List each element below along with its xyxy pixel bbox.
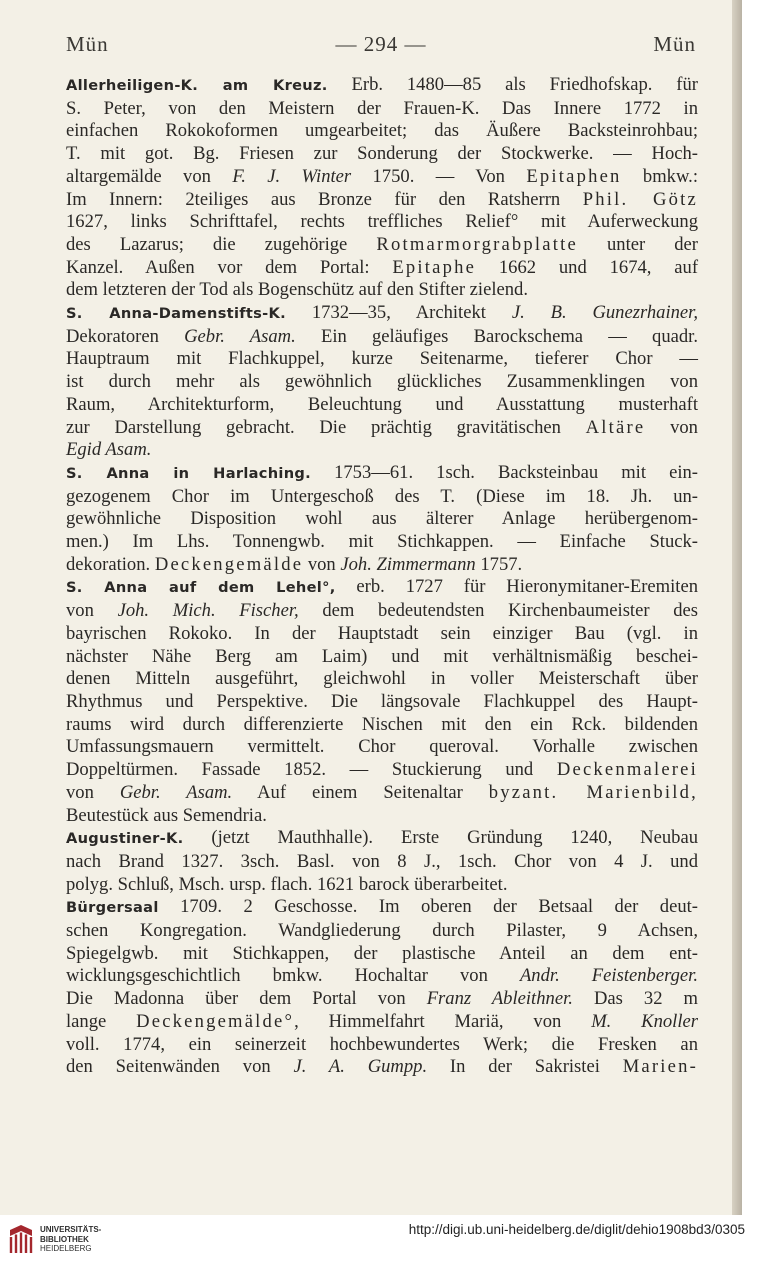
text-run: Beutestück aus Semendria. bbox=[66, 804, 267, 826]
text-line bbox=[66, 805, 698, 828]
text-run: dem bedeutendsten Kirchenbaumeister des bbox=[298, 600, 698, 622]
text-run: altargemälde von bbox=[66, 165, 233, 187]
text-run: Umfassungsmauern vermittelt. Chor queroval. Vorhalle zwischen bbox=[66, 736, 698, 758]
text-line bbox=[66, 302, 698, 326]
text-run: 1757. bbox=[475, 553, 523, 575]
text-line bbox=[66, 668, 698, 691]
text-run: unter der bbox=[577, 233, 699, 255]
text-run: In der Sakristei bbox=[427, 1056, 623, 1078]
permalink-url[interactable]: http://digi.ub.uni-heidelberg.de/diglit/dehio1908bd3/0305 bbox=[408, 1222, 745, 1237]
text-run: (jetzt Mauthhalle). Erste Gründung 1240, Neubau bbox=[183, 827, 698, 849]
text-line bbox=[66, 759, 698, 782]
name-italic: Joh. Zimmermann bbox=[340, 553, 476, 575]
entry-heading: S. Anna auf dem Lehel°, bbox=[66, 579, 336, 597]
spaced-text: byzant. Marienbild, bbox=[488, 781, 698, 803]
text-line bbox=[66, 691, 698, 714]
text-line bbox=[66, 257, 698, 280]
text-line bbox=[66, 1034, 698, 1057]
text-run: 1627, links Schrifttafel, rechts treffliches Relief° mit Auferweckung bbox=[66, 211, 698, 233]
text-run: gezogenem Chor im Untergeschoß des T. (Diese im 18. Jh. un- bbox=[66, 485, 698, 507]
text-run: lange bbox=[66, 1010, 137, 1032]
text-run: T. mit got. Bg. Friesen zur Sonderung der Stockwerke. — Hoch- bbox=[66, 143, 698, 165]
spaced-text: Marien- bbox=[622, 1056, 698, 1078]
text-line bbox=[66, 439, 698, 462]
spaced-text: Altäre bbox=[585, 416, 646, 438]
name-italic: J. A. Gumpp. bbox=[293, 1056, 428, 1078]
text-run: Spiegelgwb. mit Stichkappen, der plastische Anteil an dem ent- bbox=[66, 942, 698, 964]
text-line bbox=[66, 326, 698, 349]
text-run: von bbox=[66, 781, 120, 803]
text-line bbox=[66, 988, 698, 1011]
text-line bbox=[66, 576, 698, 600]
text-run: Das 32 m bbox=[572, 988, 699, 1010]
text-run: zur Darstellung gebracht. Die prächtig gravitätischen bbox=[66, 416, 586, 438]
text-run: nach Brand 1327. 3sch. Basl. von 8 J., 1sch. Chor von 4 J. und bbox=[66, 850, 698, 872]
text-run: dem letzteren der Tod als Bogenschütz auf den Stifter zielend. bbox=[66, 279, 529, 301]
text-run: des Lazarus; die zugehörige bbox=[66, 233, 377, 255]
text-line bbox=[66, 508, 698, 531]
text-line bbox=[66, 371, 698, 394]
name-italic: Franz Ableithner. bbox=[426, 988, 573, 1010]
name-italic: Gebr. Asam. bbox=[119, 781, 233, 803]
text-line bbox=[66, 851, 698, 874]
text-run: erb. 1727 für Hieronymitaner-Eremiten bbox=[335, 576, 698, 598]
text-run: Doppeltürmen. Fassade 1852. — Stuckierung und bbox=[66, 759, 557, 781]
spaced-text: Deckengemälde° bbox=[136, 1010, 295, 1032]
text-line bbox=[66, 189, 698, 212]
text-line bbox=[66, 74, 698, 98]
viewer-footer bbox=[0, 1215, 757, 1268]
text-run: Ein geläufiges Barockschema — quadr. bbox=[295, 325, 698, 347]
text-line bbox=[66, 1056, 698, 1079]
text-line bbox=[66, 646, 698, 669]
text-run: Die Madonna über dem Portal von bbox=[66, 988, 427, 1010]
text-run: 1732—35, Architekt bbox=[285, 302, 512, 324]
text-run: von bbox=[645, 416, 698, 438]
text-run: den Seitenwänden von bbox=[66, 1056, 294, 1078]
text-run: polyg. Schluß, Msch. ursp. flach. 1621 barock überarbeitet. bbox=[66, 873, 508, 895]
text-line bbox=[66, 896, 698, 920]
text-run: voll. 1774, ein seinerzeit hochbewundertes Werk; die Fresken an bbox=[66, 1033, 698, 1055]
text-line bbox=[66, 98, 698, 121]
spaced-text: Phil. Götz bbox=[582, 188, 698, 210]
text-run: dekoration. bbox=[66, 553, 155, 575]
text-line bbox=[66, 417, 698, 440]
text-line bbox=[66, 1011, 698, 1034]
text-run: gewöhnliche Disposition wohl aus älterer Anlage herübergenom- bbox=[66, 508, 698, 530]
name-italic: J. B. Gunezrhainer, bbox=[511, 302, 698, 324]
text-run: von bbox=[66, 600, 118, 622]
text-run: Im Innern: 2teiliges aus Bronze für den Ratsherrn bbox=[66, 188, 583, 210]
spaced-text: Rotmarmorgrabplatte bbox=[376, 233, 578, 255]
entry-heading: S. Anna-Damenstifts-K. bbox=[66, 305, 286, 323]
text-line bbox=[66, 166, 698, 189]
library-name-line: BIBLIOTHEK bbox=[40, 1234, 89, 1244]
spaced-text: Epitaphen bbox=[526, 165, 622, 187]
text-run: Erb. 1480—85 als Friedhofskap. für bbox=[327, 74, 698, 95]
page-number: — 294 — bbox=[335, 32, 427, 56]
text-run: Rhythmus und Perspektive. Die längsovale Flachkuppel des Haupt- bbox=[66, 690, 698, 712]
text-run: S. Peter, von den Meistern der Frauen-K. Das Innere 1772 in bbox=[66, 97, 698, 119]
text-line bbox=[66, 782, 698, 805]
text-run: bayrischen Rokoko. In der Hauptstadt sein einziger Bau (vgl. in bbox=[66, 622, 698, 644]
text-run: raums wird durch differenzierte Nischen mit den ein Rck. bildenden bbox=[66, 713, 698, 735]
entry-heading: S. Anna in Harlaching. bbox=[66, 464, 312, 482]
text-line bbox=[66, 623, 698, 646]
header-left: Mün bbox=[66, 32, 109, 56]
text-run: men.) Im Lhs. Tonnengwb. mit Stichkappen. — Einfache Stuck- bbox=[66, 531, 698, 553]
page-body-text bbox=[66, 74, 698, 1079]
text-line bbox=[66, 348, 698, 371]
text-run: Hauptraum mit Flachkuppel, kurze Seitenarme, tieferer Chor — bbox=[66, 348, 698, 370]
text-line bbox=[66, 279, 698, 302]
text-run: 1709. 2 Geschosse. Im oberen der Betsaal der deut- bbox=[158, 896, 698, 918]
text-line bbox=[66, 554, 698, 577]
text-line bbox=[66, 462, 698, 486]
text-run: 1750. — Von bbox=[351, 165, 527, 187]
text-line bbox=[66, 531, 698, 554]
library-name-line: HEIDELBERG bbox=[40, 1244, 92, 1253]
text-line bbox=[66, 736, 698, 759]
name-italic: Gebr. Asam. bbox=[184, 325, 296, 347]
text-line bbox=[66, 394, 698, 417]
entry-heading: Bürgersaal bbox=[66, 899, 159, 917]
text-run: nächster Nähe Berg am Laim) und mit verhältnismäßig beschei- bbox=[66, 645, 698, 667]
running-header bbox=[66, 32, 696, 57]
text-run: denen Mitteln ausgeführt, gleichwohl in voller Meisterschaft über bbox=[66, 668, 698, 690]
text-run: Kanzel. Außen vor dem Portal: bbox=[66, 256, 393, 278]
text-line bbox=[66, 486, 698, 509]
spaced-text: Epitaphe bbox=[392, 256, 477, 278]
text-run: Dekoratoren bbox=[66, 325, 185, 347]
text-run: schen Kongregation. Wandgliederung durch Pilaster, 9 Achsen, bbox=[66, 920, 698, 942]
text-run: , Himmelfahrt Mariä, von bbox=[294, 1010, 592, 1032]
text-run: Raum, Architekturform, Beleuchtung und Ausstattung musterhaft bbox=[66, 393, 698, 415]
spaced-text: Deckengemälde bbox=[154, 553, 304, 575]
text-line bbox=[66, 143, 698, 166]
library-name bbox=[40, 1225, 101, 1254]
text-line bbox=[66, 827, 698, 851]
text-line bbox=[66, 714, 698, 737]
entry-heading: Allerheiligen-K. am Kreuz. bbox=[66, 77, 328, 94]
text-run: 1662 und 1674, auf bbox=[476, 256, 699, 278]
text-line bbox=[66, 874, 698, 897]
text-line bbox=[66, 600, 698, 623]
university-library-logo-icon bbox=[8, 1223, 34, 1255]
text-line bbox=[66, 920, 698, 943]
text-line bbox=[66, 965, 698, 988]
text-line bbox=[66, 943, 698, 966]
text-line bbox=[66, 211, 698, 234]
entry-heading: Augustiner-K. bbox=[66, 830, 184, 848]
text-run: Auf einem Seitenaltar bbox=[232, 781, 489, 803]
text-run: ist durch mehr als gewöhnlich glückliches Zusammenklingen von bbox=[66, 371, 698, 393]
spaced-text: Deckenmalerei bbox=[556, 759, 698, 781]
text-run: einfachen Rokokoformen umgearbeitet; das Äußere Backsteinrohbau; bbox=[66, 120, 698, 142]
text-run: wicklungsgeschichtlich bmkw. Hochaltar von bbox=[66, 965, 520, 987]
library-name-line: UNIVERSITÄTS- bbox=[40, 1225, 102, 1234]
text-run: von bbox=[303, 553, 341, 575]
header-right: Mün bbox=[653, 32, 696, 56]
text-run: bmkw.: bbox=[621, 165, 698, 187]
name-italic: F. J. Winter bbox=[232, 165, 352, 187]
name-italic: M. Knoller bbox=[591, 1010, 698, 1032]
name-italic: Egid Asam. bbox=[66, 439, 152, 461]
text-line bbox=[66, 120, 698, 143]
name-italic: Andr. Feistenberger. bbox=[519, 965, 698, 987]
text-line bbox=[66, 234, 698, 257]
text-run: 1753—61. 1sch. Backsteinbau mit ein- bbox=[311, 461, 698, 483]
name-italic: Joh. Mich. Fischer, bbox=[117, 600, 299, 622]
